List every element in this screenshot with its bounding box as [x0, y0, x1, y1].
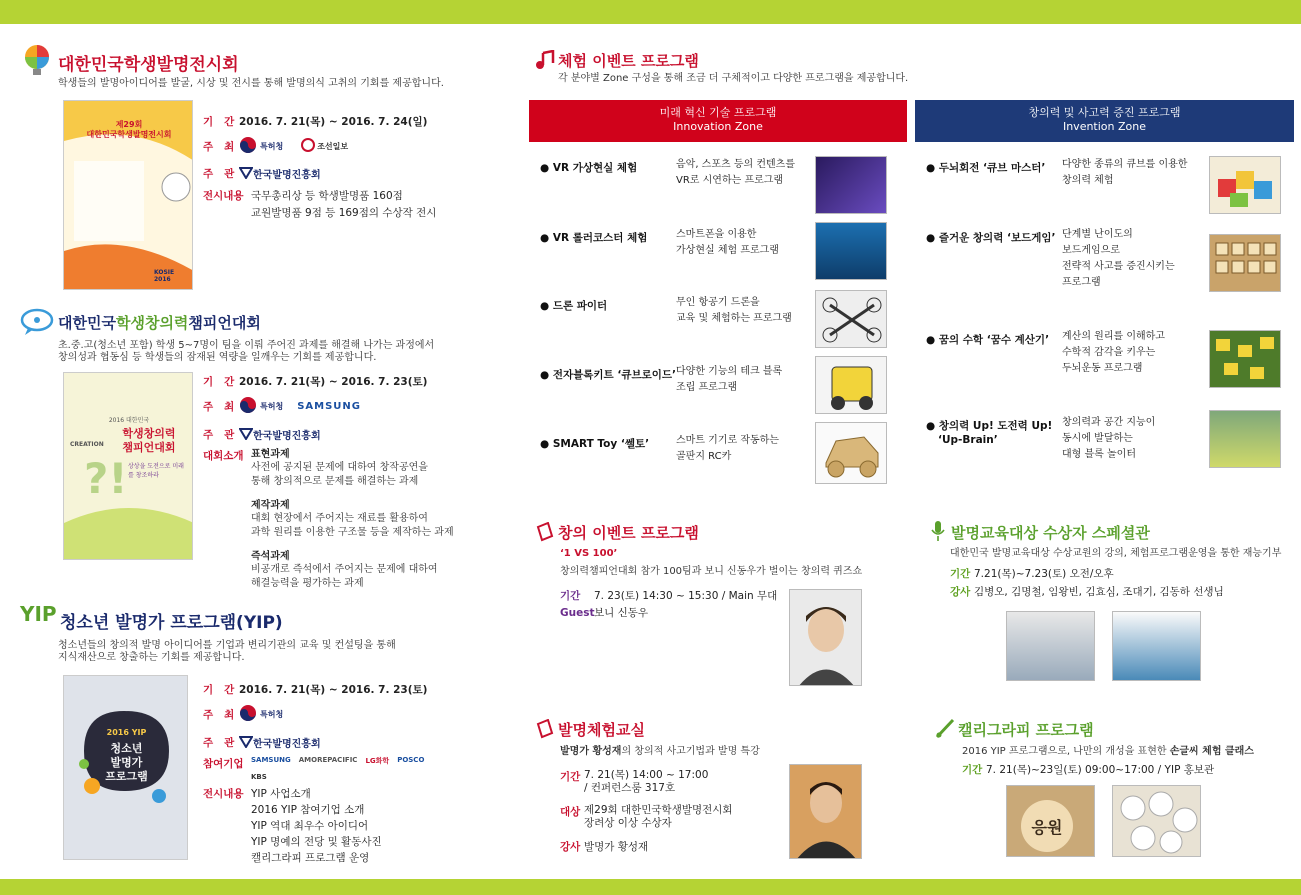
scroll-icon [535, 522, 555, 545]
expo-content-1: 국무총리상 등 학생발명품 160점 [251, 189, 403, 202]
champ-title-part3: 챔피언대회 [188, 314, 261, 332]
expo-content-2: 교원발명품 9점 등 169점의 수상작 전시 [251, 206, 437, 219]
yip-poster-line2: 발명가 [110, 756, 143, 769]
expo-poster [63, 100, 193, 290]
innov-item-5-desc: 스마트 기기로 작동하는 골판지 RC카 [676, 435, 779, 462]
classroom-period-2: / 컨퍼런스룸 317호 [584, 782, 676, 794]
champ-poster-title3: 챔피언대회 [122, 441, 176, 454]
microphone-icon [931, 520, 945, 545]
calligraphy-desc: 2016 YIP 프로그램으로, 나만의 개성을 표현한 손글씨 체험 클래스 [962, 746, 1254, 757]
calligraphy-sample: 응원 [1021, 800, 1073, 852]
lightbulb-icon [22, 44, 52, 81]
innov-item-4-name: ● 전자블록키트 ‘큐브로이드’ [540, 369, 677, 381]
up-brain-photo [1209, 410, 1281, 468]
svg-text:?!: ?! [84, 454, 128, 503]
invent-item-2-name: ● 즐거운 창의력 ‘보드게임’ [926, 232, 1056, 244]
expo-period: 2016. 7. 21(목) ~ 2016. 7. 24(일) [239, 115, 428, 128]
champ-host-label: 주 최 [203, 400, 235, 413]
partner-amorepacific: AMOREPACIFIC [298, 756, 358, 764]
yip-title: 청소년 발명가 프로그램(YIP) [60, 613, 283, 633]
yip-poster-line3: 프로그램 [105, 770, 148, 783]
yip-period-label: 기 간 [203, 683, 235, 696]
calligraphy-title: 캘리그라피 프로그램 [958, 721, 1094, 739]
champ-task-2-name: 제작과제 [251, 500, 290, 511]
expo-org: 한국발명진흥회 [253, 169, 321, 181]
yip-content-3: YIP 역대 최우수 아이디어 [251, 820, 369, 832]
special-period: 7.21(목)~7.23(토) 오전/오후 [974, 568, 1114, 580]
classroom-target-label: 대상 [560, 806, 581, 818]
innov-item-2-name: ● VR 롤러코스터 체험 [540, 232, 648, 244]
invention-zone-header [915, 100, 1294, 142]
champ-task-1-line2: 통해 창의적으로 문제를 해결하는 과제 [251, 476, 419, 487]
champ-desc-1: 초.중.고(청소년 포함) 학생 5~7명이 팀을 이뤄 주어진 과제를 해결해 나가는 과정에서 [58, 340, 435, 351]
special-lecturers: 김병오, 김명철, 임왕빈, 김효심, 조대기, 김동하 선생님 [974, 586, 1224, 598]
creative-event-period-label: 기간 [560, 590, 581, 602]
champ-task-3-name: 즉석과제 [251, 551, 290, 562]
classroom-period-label: 기간 [560, 771, 581, 783]
champ-task-3-line2: 해결능력을 평가하는 과제 [251, 578, 364, 589]
partner-posco: POSCO [397, 756, 425, 764]
expo-poster-title1: 제29회 [115, 120, 143, 129]
innov-item-3-name: ● 드론 파이터 [540, 300, 608, 312]
champ-task-1-line1: 사전에 공지된 문제에 대하여 창작공연을 [251, 462, 428, 473]
champ-poster-word: CREATION [70, 441, 104, 448]
innovation-zone-en: Innovation Zone [673, 120, 763, 133]
yip-desc-2: 지식재산으로 창출하는 기회를 제공합니다. [58, 652, 245, 663]
board-game-photo [1209, 234, 1281, 292]
yip-content-1: YIP 사업소개 [251, 788, 311, 800]
champ-desc-2: 창의성과 협동심 등 학생들의 잠재된 역량을 일깨우는 기회를 제공합니다. [58, 352, 377, 363]
experience-desc: 각 분야별 Zone 구성을 통해 조금 더 구체적이고 다양한 프로그램을 제공합니다. [558, 73, 909, 84]
guest-portrait-photo [789, 589, 862, 686]
lecturer-portrait-photo [789, 764, 862, 859]
partner-lgchem: LG화학 [365, 757, 390, 765]
yip-logo: YIP [20, 602, 57, 626]
classroom-target-2: 장려상 이상 수상자 [584, 817, 672, 829]
champ-title-part2: 학생창의력 [115, 314, 189, 332]
brush-icon [935, 718, 957, 741]
yip-org-label: 주 관 [203, 736, 235, 749]
taegeuk-icon [239, 704, 257, 725]
invent-item-1-name: ● 두뇌회전 ‘큐브 마스터’ [926, 162, 1046, 174]
classroom-lecturer-label: 강사 [560, 841, 581, 853]
calligraphy-period-label: 기간 [962, 764, 983, 776]
champ-intro-label: 대회소개 [203, 450, 244, 462]
champ-period-label: 기 간 [203, 375, 235, 388]
drone-photo [815, 290, 887, 348]
scroll-icon [535, 719, 555, 742]
taegeuk-icon [239, 396, 257, 417]
expo-period-label: 기 간 [203, 115, 235, 128]
classroom-period-1: 7. 21(목) 14:00 ~ 17:00 [584, 769, 709, 781]
bottom-accent-bar [0, 879, 1301, 895]
champ-title [58, 312, 261, 333]
creative-event-period: 7. 23(토) 14:30 ~ 15:30 / Main 무대 [594, 590, 778, 602]
chat-bubble-icon [20, 308, 54, 339]
innov-item-1-name: ● VR 가상현실 체험 [540, 162, 638, 174]
expo-content-label: 전시내용 [203, 189, 244, 202]
champ-host-1: 특허청 [260, 401, 284, 411]
invent-item-4-name2: ‘Up-Brain’ [938, 434, 998, 446]
special-lecturer-label: 강사 [950, 586, 971, 598]
calligraphy-photo-2 [1112, 785, 1201, 857]
champ-org: 한국발명진흥회 [253, 430, 321, 442]
expo-host-2: 조선일보 [317, 141, 349, 151]
invent-item-3-desc: 계산의 원리를 이해하고 수학적 감각을 키우는 두뇌운동 프로그램 [1062, 331, 1165, 374]
champ-task-1-name: 표현과제 [251, 449, 290, 460]
champ-task-2-line2: 과학 원리를 이용한 구조물 등을 제작하는 과제 [251, 527, 454, 538]
invent-item-4-desc: 창의력과 공간 지능이 동시에 발달하는 대형 블록 놀이터 [1062, 417, 1156, 460]
champ-task-3-line1: 비공개로 즉석에서 주어지는 문제에 대하여 [251, 564, 438, 575]
music-note-icon [535, 50, 555, 73]
invent-item-1-desc: 다양한 종류의 큐브를 이용한 창의력 체험 [1062, 159, 1188, 186]
creative-event-title: 창의 이벤트 프로그램 [558, 524, 699, 542]
invent-item-4-name: ● 창의력 Up! 도전력 Up! [926, 420, 1053, 432]
yip-partners-label: 참여기업 [203, 758, 244, 770]
yip-org: 한국발명진흥회 [253, 738, 321, 750]
yip-desc-1: 청소년들의 창의적 발명 아이디어를 기업과 변리기관의 교육 및 컨설팅을 통해 [58, 640, 396, 651]
innov-item-1-desc: 음악, 스포츠 등의 컨텐츠를 VR로 시연하는 프로그램 [676, 159, 795, 186]
creative-event-desc: 창의력챔피언대회 참가 100팀과 보니 신동우가 벌이는 창의력 퀴즈쇼 [560, 566, 863, 577]
invent-item-2-desc: 단계별 난이도의 보드게임으로 전략적 사고를 증진시키는 프로그램 [1062, 229, 1175, 288]
yip-period: 2016. 7. 21(목) ~ 2016. 7. 23(토) [239, 683, 428, 696]
innov-item-3-desc: 무인 항공기 드론을 교육 및 체험하는 프로그램 [676, 297, 792, 324]
yip-host: 특허청 [260, 709, 284, 719]
yip-content-4: YIP 명예의 전당 및 활동사진 [251, 836, 382, 848]
yip-content-label: 전시내용 [203, 788, 244, 800]
champ-poster-title1: 2016 대한민국 [108, 417, 150, 424]
champ-poster-slogan: 상상을 도전으로 미래를 창조하라 [128, 463, 184, 479]
invention-zone-kr: 창의력 및 사고력 증진 프로그램 [1028, 106, 1181, 119]
calligraphy-period: 7. 21(목)~23일(토) 09:00~17:00 / YIP 홍보관 [986, 764, 1215, 776]
special-period-label: 기간 [950, 568, 971, 580]
special-desc: 대한민국 발명교육대상 수상교원의 강의, 체험프로그램운영을 통한 재능기부 [950, 548, 1282, 559]
classroom-lead: 발명가 황성재의 창의적 사고기법과 발명 특강 [560, 746, 760, 757]
yip-content-5: 캘리그라피 프로그램 운영 [251, 852, 370, 864]
innovation-zone-kr: 미래 혁신 기술 프로그램 [659, 106, 777, 119]
math-calculator-photo [1209, 330, 1281, 388]
champ-poster [63, 372, 193, 560]
chosun-logo-icon [301, 138, 315, 155]
yip-poster-line1: 청소년 [110, 742, 143, 755]
innov-item-4-desc: 다양한 기능의 테크 블록 조립 프로그램 [676, 366, 783, 393]
partner-samsung: SAMSUNG [251, 756, 291, 764]
expo-title: 대한민국학생발명전시회 [58, 55, 239, 75]
cardboard-car-photo [815, 422, 887, 484]
innov-item-5-name: ● SMART Toy ‘쎌토’ [540, 438, 650, 450]
invention-zone-en: Invention Zone [1062, 120, 1147, 133]
classroom-photo-2 [1112, 611, 1201, 681]
taegeuk-icon [239, 136, 257, 157]
kipa-logo-icon [239, 426, 253, 443]
classroom-lecturer: 발명가 황성재 [584, 841, 649, 853]
experience-title: 체험 이벤트 프로그램 [558, 52, 699, 70]
vr-coaster-photo [815, 222, 887, 280]
yip-poster-year: 2016 YIP [106, 728, 147, 737]
top-accent-bar [0, 0, 1301, 24]
champ-org-label: 주 관 [203, 428, 235, 441]
expo-poster-title2: 대한민국학생발명전시회 [86, 130, 172, 139]
expo-desc: 학생들의 발명아이디어를 발굴, 시상 및 전시를 통해 발명의식 고취의 기회를 제공합니다. [58, 78, 444, 89]
expo-org-label: 주 관 [203, 167, 235, 180]
classroom-title: 발명체험교실 [558, 721, 645, 739]
special-title: 발명교육대상 수상자 스페셜관 [951, 524, 1150, 542]
vr-photo [815, 156, 887, 214]
champ-title-part1: 대한민국 [58, 314, 116, 332]
classroom-photo-1 [1006, 611, 1095, 681]
creative-event-guest: 보니 신동우 [594, 607, 649, 619]
classroom-target-1: 제29회 대한민국학생발명전시회 [584, 804, 733, 816]
champ-poster-title2: 학생창의력 [122, 427, 176, 440]
cubroid-photo [815, 356, 887, 414]
expo-poster-logo: KOSIE 2016 [154, 269, 175, 283]
innov-item-2-desc: 스마트폰을 이용한 가상현실 체험 프로그램 [676, 229, 779, 256]
champ-period: 2016. 7. 21(목) ~ 2016. 7. 23(토) [239, 375, 428, 388]
yip-host-label: 주 최 [203, 708, 235, 721]
kipa-logo-icon [239, 165, 253, 182]
champ-task-2-line1: 대회 현장에서 주어지는 재료를 활용하여 [251, 513, 428, 524]
partner-kbs: KBS [251, 773, 267, 781]
yip-poster [63, 675, 188, 860]
expo-host-1: 특허청 [260, 141, 284, 151]
expo-host-label: 주 최 [203, 140, 235, 153]
calligraphy-photo-1 [1006, 785, 1095, 857]
kipa-logo-icon [239, 734, 253, 751]
yip-content-2: 2016 YIP 참여기업 소개 [251, 804, 365, 816]
cube-master-photo [1209, 156, 1281, 214]
creative-event-guest-label: Guest [560, 606, 595, 619]
invent-item-3-name: ● 꿈의 수학 ‘꿈수 계산기’ [926, 334, 1050, 346]
creative-event-subtitle: ‘1 VS 100’ [560, 548, 618, 559]
innovation-zone-header [529, 100, 907, 142]
champ-host-2: SAMSUNG [297, 400, 361, 412]
